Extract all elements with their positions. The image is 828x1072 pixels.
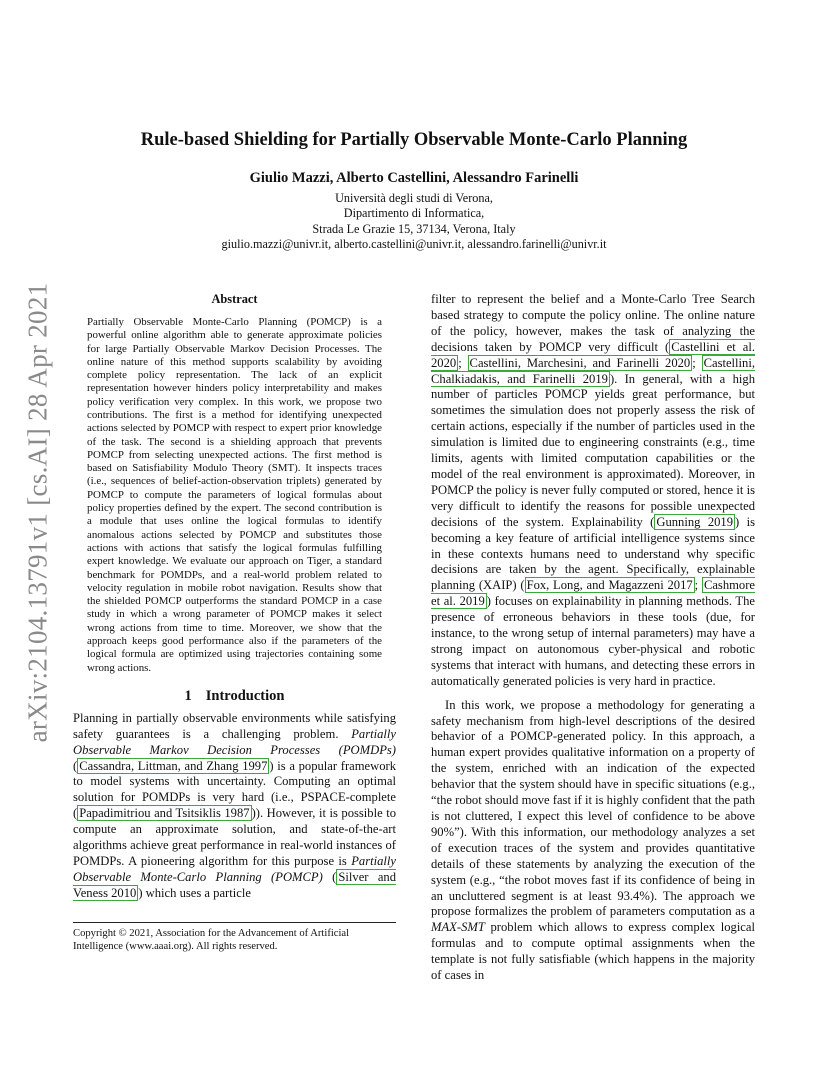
section-heading-introduction [73,689,396,705]
copyright-footnote: Copyright © 2021, Association for the Advancement of Artificial Intelligence (www.aaai.org). All rights reserved. [73,922,396,954]
affiliation-block [0,191,828,253]
section-title: Introduction [205,687,285,704]
affiliation-department: Dipartimento di Informatica, [343,206,485,221]
citation-link[interactable]: Fox, Long, and Magazzeni 2017 [526,578,693,593]
intro-text-2: ( [73,758,78,773]
citation-separator: ; [458,355,468,370]
citation-link[interactable]: Castellini et al. 2020 [431,339,755,370]
body-text: problem which allows to express complex logical formulas and to compute optimal assignments when the template is not fully satisfiable (which happens in the majority of cases in [431,920,755,983]
intro-text-3: ) is a popular framework to model systems with uncertainty. Computing an optimal solution for POMDPs is very hard (i.e., PSPACE-complete ( [73,758,396,821]
body-text: In this work, we propose a methodology for generating a safety mechanism from high-level descriptions of the desired behavior of a POMCP-generated policy. In this approach, a human expert provides qualitative information on a property of the system, enriched with an indication of the expected behavior that the system should have in specific situations (e.g., “the robot should move fast if it is highly confident that the path is not cluttered, I expect this level of confidence to be above 90%”). With this information, our methodology analyzes a set of execution traces of the system and provides quantitative details of these statements by analyzing the execution of the system (e.g., “the robot moves fast if its confidence of being in an uncluttered segment is at least 93.4%). The approach we propose formalizes the problem of parameters computation as a [431,697,755,919]
citation-link[interactable]: Cashmore et al. 2019 [431,578,756,609]
intro-paragraph [73,711,396,902]
citation-link[interactable]: Castellini, Chalkiadakis, and Farinelli 2019 [431,355,755,386]
affiliation-university: Università degli studi di Verona, [335,191,493,205]
body-paragraph-1 [431,292,755,690]
affiliation-address: Strada Le Grazie 15, 37134, Verona, Italy [312,221,516,236]
citation-separator: ; [692,355,702,370]
body-text: ) focuses on explainability in planning methods. The presence of erroneous behaviors in these tools (due, for instance, to the wrong setup of internal parameters) may have a strong impact on autonomous cyber-physical and robotic systems that interact with humans, and detecting these errors in automatically generated policies is very hard in practice. [431,594,755,688]
citation-link[interactable]: Cassandra, Littman, and Zhang 1997 [79,758,268,773]
paper-title: Rule-based Shielding for Partially Observable Monte-Carlo Planning [140,130,688,150]
intro-text-4: )). However, it is possible to compute an approximate solution, and state-of-the-art algorithms achieve great performance in real-world instances of POMDPs. A pioneering algorithm for this purpose is [73,806,396,868]
citation-link[interactable]: Papadimitriou and Tsitsiklis 1987 [79,806,250,821]
body-paragraph-2 [431,698,755,984]
body-text: ). In general, with a high number of particles POMCP yields great performance, but sometimes the simulation does not properly assess the risk of certain actions, especially if the number of particles used in the simulation is limited due to engineering constraints (e.g., time limits, agents with limited computation capabilities or the model of the real environment is approximated). Moreover, in POMCP the policy is never fully computed or stored, hence it is very difficult to identify the reasons for possible unexpected decisions of the system. Explainability ( [431,371,755,529]
left-column [73,292,396,902]
arxiv-identifier: arXiv:2104.13791v1 [cs.AI] 28 Apr 2021 [22,282,53,742]
emphasis-max-smt: MAX-SMT [431,920,485,935]
citation-link[interactable]: Gunning 2019 [656,514,734,529]
citation-separator: ; [694,578,702,593]
abstract-heading: Abstract [211,292,258,306]
arxiv-identifier-sidebar [16,282,60,742]
right-column [431,292,755,984]
affiliation-emails: giulio.mazzi@univr.it, alberto.castellini@univr.it, alessandro.farinelli@univr.it [221,237,607,252]
intro-text-1: Planning in partially observable environments while satisfying safety guarantees is a challenging problem. [73,710,396,741]
intro-text-6: ) which uses a particle [138,885,251,900]
citation-link[interactable]: Silver and Veness 2010 [73,869,397,900]
intro-emphasis-pomdp: Partially Observable Markov Decision Processes (POMDPs) [73,726,396,757]
intro-emphasis-pomcp: Partially Observable Monte-Carlo Planning (POMCP) [73,853,396,884]
body-text: ) is becoming a key feature of artificial intelligence systems since in these contexts humans need to understand why specific decisions are taken by the agent. Specifically, explainable planning (XAIP) ( [431,514,755,593]
abstract-text: Partially Observable Monte-Carlo Planning (POMCP) is a powerful online algorithm able to generate approximate policies for large Partially Observable Markov Decision Processes. The online nature of this method supports scalability by avoiding complete policy representation. The lack of an explicit representation however hinders policy interpretability and makes policy verification very complex. In this work, we propose two contributions. The first is a method for identifying unexpected actions selected by POMCP with respect to expert prior knowledge of the task. The second is a shielding approach that prevents POMCP from selecting unexpected actions. The first method is based on Satisfiability Modulo Theory (SMT). It inspects traces (i.e., sequences of belief-action-observation triplets) generated by POMCP to compute the parameters of logical formulas about policy properties defined by the expert. The second contribution is a module that uses online the logical formulas to identify anomalous actions selected by POMCP and substitutes those actions with actions that satisfy the logical formulas fulfilling expert knowledge. We evaluate our approach on Tiger, a standard benchmark for POMDPs, and a real-world problem related to velocity regulation in mobile robot navigation. Results show that the shielded POMCP outperforms the standard POMCP in a case study in which a wrong parameter of POMCP makes it select wrong actions from time to time. Moreover, we show that the approach keeps good performance also if the parameters of the logical formula are optimized using trajectories containing some wrong actions. [87,315,382,674]
body-text: filter to represent the belief and a Monte-Carlo Tree Search based strategy to compute the policy online. The online nature of the policy, however, makes the task of analyzing the decisions taken by POMCP very difficult ( [431,292,755,354]
author-list: Giulio Mazzi, Alberto Castellini, Alessandro Farinelli [249,170,579,186]
section-number: 1 [184,687,192,704]
intro-text-5: ( [322,869,337,884]
citation-link[interactable]: Castellini, Marchesini, and Farinelli 2020 [469,355,691,370]
